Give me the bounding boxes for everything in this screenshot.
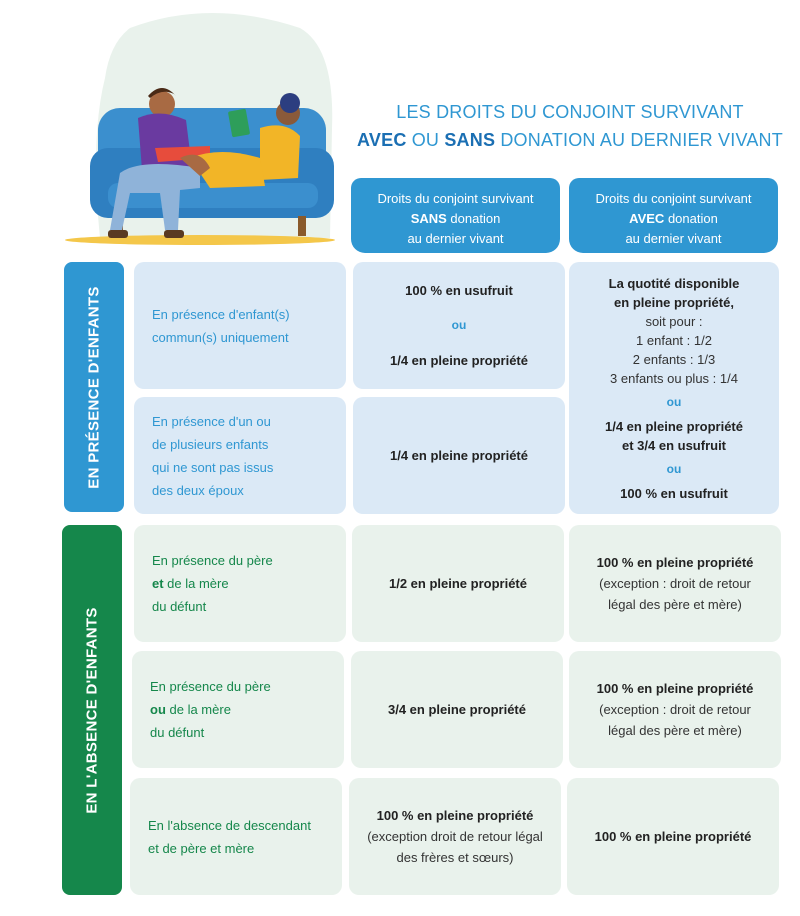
row5-avec-cell: 100 % en pleine propriété xyxy=(567,778,779,895)
title-line-1: LES DROITS DU CONJOINT SURVIVANT xyxy=(396,102,744,122)
row4-label: En présence du père ou de la mère du défunt xyxy=(132,651,344,768)
col-avec-line2: AVEC donation xyxy=(629,210,718,226)
column-header-sans xyxy=(351,178,560,253)
group-absence-enfants: EN L'ABSENCE D'ENFANTS xyxy=(62,525,122,895)
col-avec-line3: au dernier vivant xyxy=(625,230,722,246)
row4-sans-cell: 3/4 en pleine propriété xyxy=(351,651,563,768)
column-header-avec xyxy=(569,178,778,253)
title-avec: AVEC xyxy=(357,130,407,150)
row3-label: En présence du père et de la mère du défunt xyxy=(134,525,346,642)
row4-avec-cell: 100 % en pleine propriété (exception : droit de retour légal des père et mère) xyxy=(569,651,781,768)
title-rest: DONATION AU DERNIER VIVANT xyxy=(495,130,783,150)
title-sans: SANS xyxy=(444,130,496,150)
presence-avec-merged-cell: La quotité disponible en pleine propriété, soit pour : 1 enfant : 1/2 2 enfants : 1/3 3 enfants ou plus : 1/4 ou 1/4 en pleine propriété et 3/4 en usufruit ou 100 % en usufruit xyxy=(569,262,779,514)
group-presence-enfants: EN PRÉSENCE D'ENFANTS xyxy=(64,262,124,512)
couple-sofa-illustration xyxy=(60,8,350,248)
title-ou: OU xyxy=(406,130,445,150)
row5-sans-cell: 100 % en pleine propriété (exception droit de retour légal des frères et sœurs) xyxy=(349,778,561,895)
col-sans-line3: au dernier vivant xyxy=(407,230,504,246)
row5-label: En l'absence de descendant et de père et mère xyxy=(130,778,342,895)
col-avec-line1: Droits du conjoint survivant xyxy=(595,190,752,206)
title-line-2 xyxy=(350,130,790,151)
row1-sans-cell: 100 % en usufruit ou 1/4 en pleine propriété xyxy=(353,262,565,389)
row2-sans-cell: 1/4 en pleine propriété xyxy=(353,397,565,514)
row1-label: En présence d'enfant(s) commun(s) uniquement xyxy=(134,262,346,389)
row3-avec-cell: 100 % en pleine propriété (exception : droit de retour légal des père et mère) xyxy=(569,525,781,642)
row3-sans-cell: 1/2 en pleine propriété xyxy=(352,525,564,642)
col-sans-line2: SANS donation xyxy=(410,210,501,226)
row2-label: En présence d'un ou de plusieurs enfants qui ne sont pas issus des deux époux xyxy=(134,397,346,514)
col-sans-line1: Droits du conjoint survivant xyxy=(377,190,534,206)
